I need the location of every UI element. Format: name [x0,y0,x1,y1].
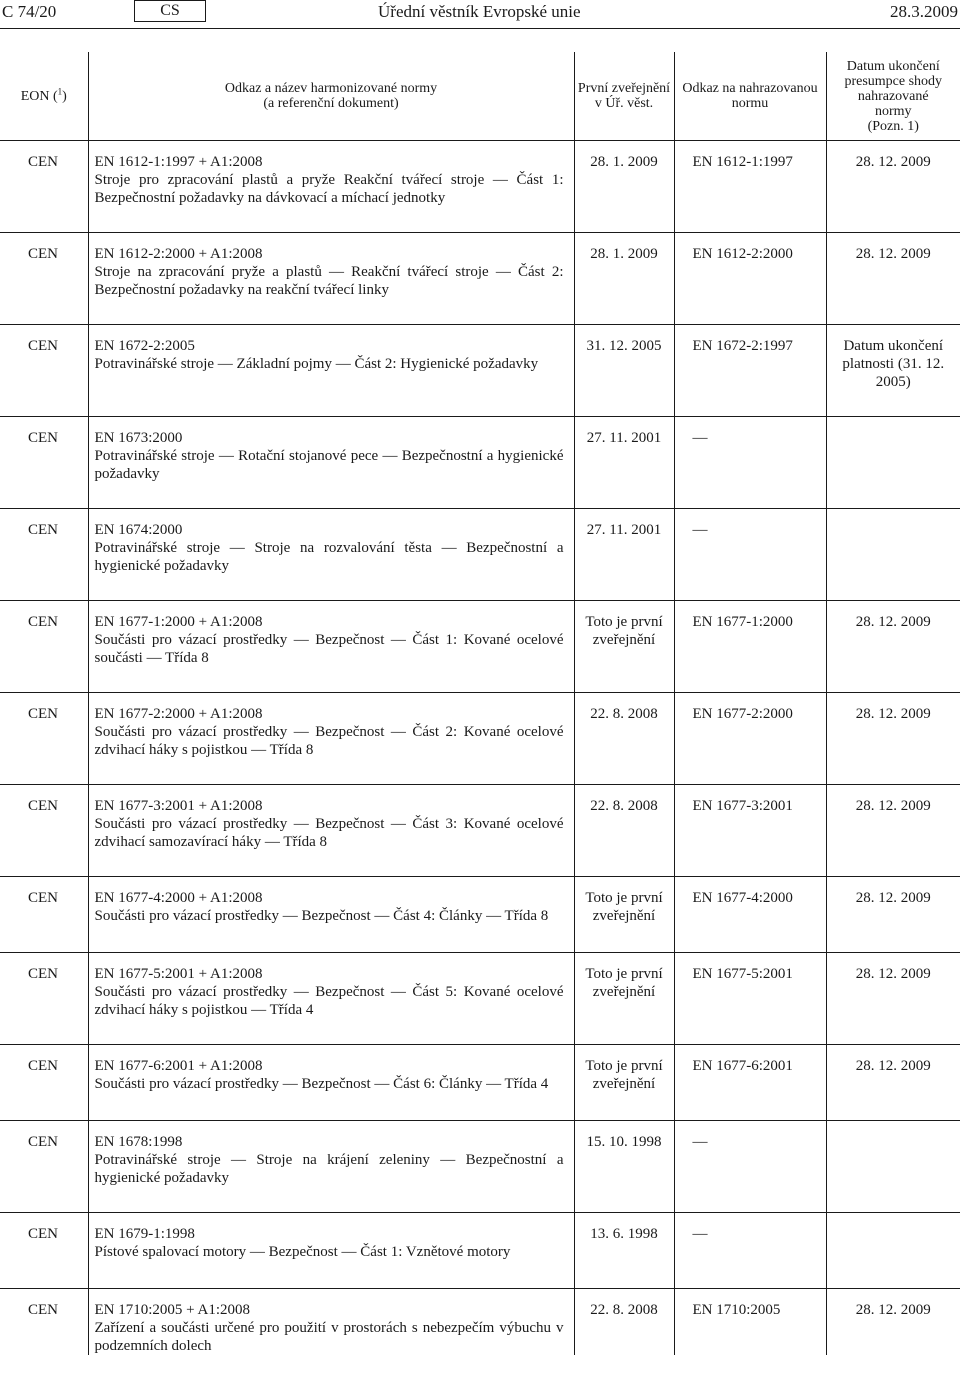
cell-organisation: CEN [0,601,88,693]
cell-first-publication: Toto je první zveřejnění [574,953,674,1045]
col-replaced-standard: Odkaz na nahrazovanou normu [674,52,826,141]
table-row [0,509,960,601]
standard-code: EN 1679-1:1998 [94,1226,195,1242]
col-reference: Odkaz a název harmonizované normy (a referenční dokument) [88,52,574,141]
cell-first-publication: 13. 6. 1998 [574,1213,674,1289]
page-number: C 74/20 [2,2,57,21]
standards-table [0,52,960,1355]
standard-title: Stroje na zpracování pryže a plastů — Reakční tvářecí stroje — Část 2: Bezpečnostní požadavky na reakční tvářecí linky [94,264,564,298]
table-row [0,1045,960,1121]
cell-replaced-standard: — [674,1121,826,1213]
standard-title: Součásti pro vázací prostředky — Bezpečnost — Část 2: Kované ocelové zdvihací háky s pojistkou — Třída 8 [94,724,564,758]
standard-code: EN 1677-4:2000 + A1:2008 [94,890,263,906]
footnote-mark: 1 [57,85,63,96]
cell-replaced-standard: EN 1677-1:2000 [674,601,826,693]
journal-title: Úřední věstník Evropské unie [378,2,581,21]
cell-replaced-standard: EN 1710:2005 [674,1289,826,1356]
cell-organisation: CEN [0,233,88,325]
standard-title: Potravinářské stroje — Stroje na rozvalování těsta — Bezpečnostní a hygienické požadavky [94,540,564,574]
cell-replaced-standard: EN 1677-2:2000 [674,693,826,785]
cell-first-publication: 22. 8. 2008 [574,1289,674,1356]
cell-cessation-date [826,1213,960,1289]
table-row [0,141,960,233]
col-date-of-cessation: Datum ukončení presumpce shody nahrazované normy (Pozn. 1) [826,52,960,141]
page-header [0,0,960,28]
cell-reference [88,877,574,953]
cell-first-publication: 27. 11. 2001 [574,509,674,601]
table-row [0,1213,960,1289]
standard-code: EN 1677-3:2001 + A1:2008 [94,798,263,814]
cell-replaced-standard: EN 1677-3:2001 [674,785,826,877]
standard-title: Součásti pro vázací prostředky — Bezpečnost — Část 6: Články — Třída 4 [94,1076,549,1092]
cell-organisation: CEN [0,325,88,417]
standard-code: EN 1674:2000 [94,522,183,538]
cell-reference [88,953,574,1045]
cell-reference [88,325,574,417]
table-row [0,1289,960,1356]
cell-organisation: CEN [0,141,88,233]
standard-title: Potravinářské stroje — Stroje na krájení zeleniny — Bezpečnostní a hygienické požadavky [94,1152,564,1186]
language-box: CS [134,0,206,22]
cell-first-publication: 28. 1. 2009 [574,141,674,233]
cell-replaced-standard: EN 1677-5:2001 [674,953,826,1045]
cell-cessation-date [826,509,960,601]
cell-first-publication: 22. 8. 2008 [574,693,674,785]
cell-reference [88,601,574,693]
cell-organisation: CEN [0,1213,88,1289]
cell-replaced-standard: EN 1612-2:2000 [674,233,826,325]
cell-replaced-standard: EN 1672-2:1997 [674,325,826,417]
cell-cessation-date: 28. 12. 2009 [826,601,960,693]
standard-title: Zařízení a součásti určené pro použití v prostorách s nebezpečím výbuchu v podzemních dolech [94,1320,564,1354]
cell-reference [88,1289,574,1356]
cell-replaced-standard: EN 1612-1:1997 [674,141,826,233]
cell-organisation: CEN [0,509,88,601]
standard-code: EN 1672-2:2005 [94,338,195,354]
standard-title: Součásti pro vázací prostředky — Bezpečnost — Část 4: Články — Třída 8 [94,908,549,924]
cell-organisation: CEN [0,953,88,1045]
cell-first-publication: 22. 8. 2008 [574,785,674,877]
cell-cessation-date [826,417,960,509]
cell-first-publication: 31. 12. 2005 [574,325,674,417]
cell-replaced-standard: — [674,1213,826,1289]
col-first-publication: První zveřejnění v Úř. věst. [574,52,674,141]
header-rule [0,28,960,29]
standard-title: Součásti pro vázací prostředky — Bezpečnost — Část 5: Kované ocelové zdvihací háky s pojistkou — Třída 4 [94,984,564,1018]
standard-title: Součásti pro vázací prostředky — Bezpečnost — Část 1: Kované ocelové součásti — Třída 8 [94,632,564,666]
cell-replaced-standard: EN 1677-6:2001 [674,1045,826,1121]
cell-reference [88,785,574,877]
cell-organisation: CEN [0,417,88,509]
cell-cessation-date: Datum ukončení platnosti (31. 12. 2005) [826,325,960,417]
cell-cessation-date: 28. 12. 2009 [826,785,960,877]
table-row [0,1121,960,1213]
cell-organisation: CEN [28,1302,58,1318]
standard-code: EN 1677-1:2000 + A1:2008 [94,614,263,630]
cell-first-publication: Toto je první zveřejnění [574,601,674,693]
table-row [0,785,960,877]
cell-cessation-date [826,1121,960,1213]
table-header-row [0,52,960,141]
standard-title: Stroje pro zpracování plastů a pryže Reakční tvářecí stroje — Část 1: Bezpečnostní požadavky na dávkovací a míchací jednotky [94,172,564,206]
cell-reference [88,233,574,325]
cell-organisation: CEN [0,785,88,877]
cell-reference [88,1045,574,1121]
cell-first-publication: 27. 11. 2001 [574,417,674,509]
standard-title: Součásti pro vázací prostředky — Bezpečnost — Část 3: Kované ocelové zdvihací samozavírací háky — Třída 8 [94,816,564,850]
cell-reference [88,141,574,233]
standard-title: Pístové spalovací motory — Bezpečnost — Část 1: Vznětové motory [94,1244,511,1260]
cell-first-publication: 15. 10. 1998 [574,1121,674,1213]
standard-code: EN 1677-2:2000 + A1:2008 [94,706,263,722]
standard-code: EN 1678:1998 [94,1134,183,1150]
cell-first-publication: Toto je první zveřejnění [574,877,674,953]
standard-code: EN 1673:2000 [94,430,183,446]
cell-reference [88,1121,574,1213]
cell-cessation-date: 28. 12. 2009 [826,953,960,1045]
cell-reference [88,1213,574,1289]
cell-organisation: CEN [0,1121,88,1213]
cell-organisation: CEN [0,877,88,953]
table-row [0,233,960,325]
standard-code: EN 1677-5:2001 + A1:2008 [94,966,263,982]
cell-cessation-date: 28. 12. 2009 [826,693,960,785]
cell-cessation-date: 28. 12. 2009 [826,233,960,325]
cell-replaced-standard: — [674,417,826,509]
cell-reference [88,509,574,601]
cell-cessation-date: 28. 12. 2009 [826,1045,960,1121]
cell-replaced-standard: EN 1677-4:2000 [674,877,826,953]
table-row [0,325,960,417]
table-row [0,417,960,509]
cell-first-publication: Toto je první zveřejnění [574,1045,674,1121]
standard-code: EN 1612-1:1997 + A1:2008 [94,154,263,170]
col-eon: EON ($^1$) [0,52,88,141]
table-row [0,953,960,1045]
standard-title: Potravinářské stroje — Základní pojmy — Část 2: Hygienické požadavky [94,356,539,372]
standard-code: EN 1677-6:2001 + A1:2008 [94,1058,263,1074]
cell-cessation-date: 28. 12. 2009 [826,141,960,233]
cell-organisation: CEN [0,693,88,785]
table-row [0,601,960,693]
issue-date: 28.3.2009 [890,2,958,21]
standard-code: EN 1612-2:2000 + A1:2008 [94,246,263,262]
cell-cessation-date: 28. 12. 2009 [826,877,960,953]
standard-title: Potravinářské stroje — Rotační stojanové pece — Bezpečnostní a hygienické požadavky [94,448,564,482]
table-row [0,877,960,953]
cell-cessation-date: 28. 12. 2009 [826,1289,960,1356]
cell-reference [88,417,574,509]
cell-first-publication: 28. 1. 2009 [574,233,674,325]
cell-organisation: CEN [0,1045,88,1121]
cell-replaced-standard: — [674,509,826,601]
table-row [0,693,960,785]
standard-code: EN 1710:2005 + A1:2008 [94,1302,251,1318]
cell-reference [88,693,574,785]
